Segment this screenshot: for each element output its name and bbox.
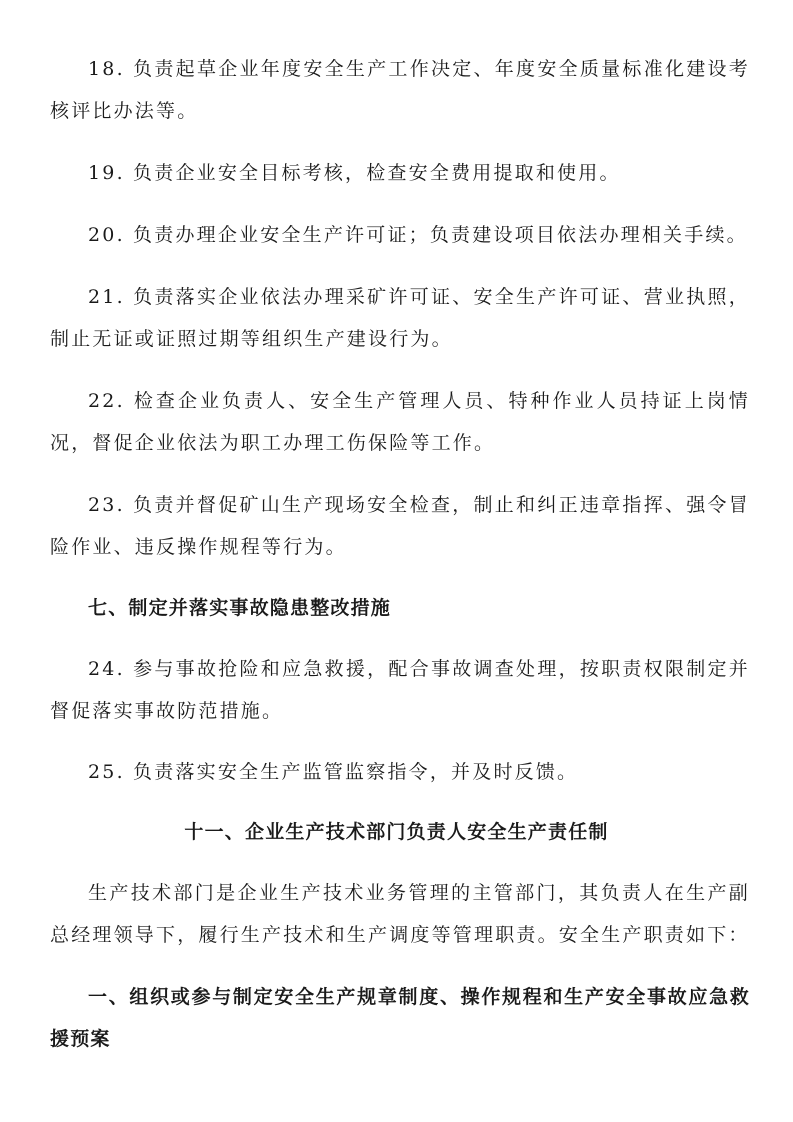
intro-paragraph: 生产技术部门是企业生产技术业务管理的主管部门，其负责人在生产副总经理领导下，履行生产技术和生产调度等管理职责。安全生产职责如下： [50,882,750,946]
item-18: 18. 负责起草企业年度安全生产工作决定、年度安全质量标准化建设考核评比办法等。 [50,58,750,122]
item-19: 19. 负责企业安全目标考核，检查安全费用提取和使用。 [88,162,621,184]
item-25: 25. 负责落实安全生产监管监察指令，并及时反馈。 [88,761,579,783]
heading-seven: 七、制定并落实事故隐患整改措施 [88,597,392,619]
item-20: 20. 负责办理企业安全生产许可证；负责建设项目依法办理相关手续。 [88,224,748,246]
item-24: 24. 参与事故抢险和应急救援，配合事故调查处理，按职责权限制定并督促落实事故防范措施。 [50,658,750,722]
item-22: 22. 检查企业负责人、安全生产管理人员、特种作业人员持证上岗情况，督促企业依法为职工办理工伤保险等工作。 [50,390,750,454]
item-21: 21. 负责落实企业依法办理采矿许可证、安全生产许可证、营业执照，制止无证或证照过期等组织生产建设行为。 [50,286,750,350]
section-title: 十一、企业生产技术部门负责人安全生产责任制 [184,821,609,843]
item-23: 23. 负责并督促矿山生产现场安全检查，制止和纠正违章指挥、强令冒险作业、违反操作规程等行为。 [50,494,750,558]
heading-one: 一、组织或参与制定安全生产规章制度、操作规程和生产安全事故应急救援预案 [50,986,750,1050]
